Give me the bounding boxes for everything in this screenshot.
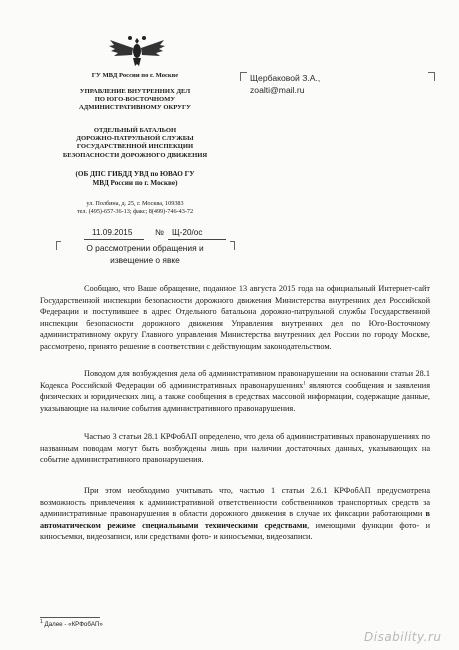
address-block: ул. Полбина, д. 25, г. Москва, 109383 тел. (495)-657-36-13; факс; 8(499)-746-43-72 <box>76 200 194 215</box>
body-paragraph-1: Сообщаю, что Ваше обращение, поданное 13 августа 2015 года на официальный Интернет-сайт Государственной инспекции безопасности дорожного движения Министерства внутренних дел Российской Федерации и поступившее в адрес Отдельного батальона дорожно-патрульной службы Государственной инспекции безопасности дорожного движения Управления внутренних дел по Юго-Восточному административному округу Главного управления Министерства внутренних дел России по городу Москве, рассмотрено, принято решение в соответствии с действующим законодательством. <box>40 284 430 351</box>
letter-subject: О рассмотрении обращения и извещение о явке <box>86 243 204 265</box>
battalion-short-name: (ОБ ДПС ГИБДД УВД по ЮВАО ГУ МВД России по г. Москве) <box>75 170 195 187</box>
recipient-block <box>250 72 320 96</box>
battalion-name: ОТДЕЛЬНЫЙ БАТАЛЬОН ДОРОЖНО-ПАТРУЛЬНОЙ СЛУЖБЫ ГОСУДАРСТВЕННОЙ ИНСПЕКЦИИ БЕЗОПАСНОСТИ ДОРОЖНОГО ДВИЖЕНИЯ <box>62 127 208 159</box>
registration-date: 11.09.2015 <box>92 228 133 237</box>
body-paragraph-2: Поводом для возбуждения дела об административном правонарушении на основании статьи 28.1 Кодекса Российской Федерации об административных правонарушениях$^1$ являются сообщения и заявления физических и юридических лиц, а также сообщения в средствах массовой информации, содержащие данные, указывающие на наличие события административного правонарушения. <box>40 369 431 413</box>
recipient-name: Щербаковой З.А., <box>250 73 321 83</box>
org-name: ГУ МВД России по г. Москве <box>91 72 179 79</box>
body-paragraph-3: Частью 3 статьи 28.1 КРФобАП определено, что дела об административных правонарушениях по названным поводам могут быть возбуждены лишь при наличии достаточных данных, указывающих на событие административного правонарушения. <box>40 432 430 464</box>
number-sign: № <box>155 228 164 237</box>
body-paragraph-4: При этом необходимо учитывать что, частью 1 статьи 2.6.1 КРФобАП предусмотрена возможность привлечения к административной ответственности собственников транспортных средств за административные правонарушения в области дорожного движения в случае их фиксации работающими в автоматическом режиме специальными техническими средствами, имеющими функции фото- и киносъемки, видеозаписи, или средствами фото- и киносъемки, видеозаписи. <box>40 486 430 541</box>
recipient-email: zoalti@mail.ru <box>250 85 305 95</box>
number-underline <box>168 239 226 240</box>
footnote-separator <box>40 617 100 618</box>
subject-bracket-right <box>230 241 235 250</box>
mvd-eagle-emblem-icon <box>108 34 166 68</box>
recipient-bracket-right <box>428 72 435 81</box>
footnote: $^1$ Далее - «КРФобАП» <box>40 618 103 628</box>
footnote-ref: 1 <box>303 380 306 386</box>
department-name: УПРАВЛЕНИЕ ВНУТРЕННИХ ДЕЛ ПО ЮГО-ВОСТОЧНОМУ АДМИНИСТРАТИВНОМУ ОКРУГУ <box>79 88 191 112</box>
emphasis-text: в автоматическом режиме специальными техническими средствами <box>40 509 430 530</box>
date-underline <box>84 239 144 240</box>
registration-number: Щ-20/ос <box>172 228 203 237</box>
recipient-bracket-left <box>240 72 247 81</box>
site-watermark: Disability.ru <box>364 630 442 644</box>
